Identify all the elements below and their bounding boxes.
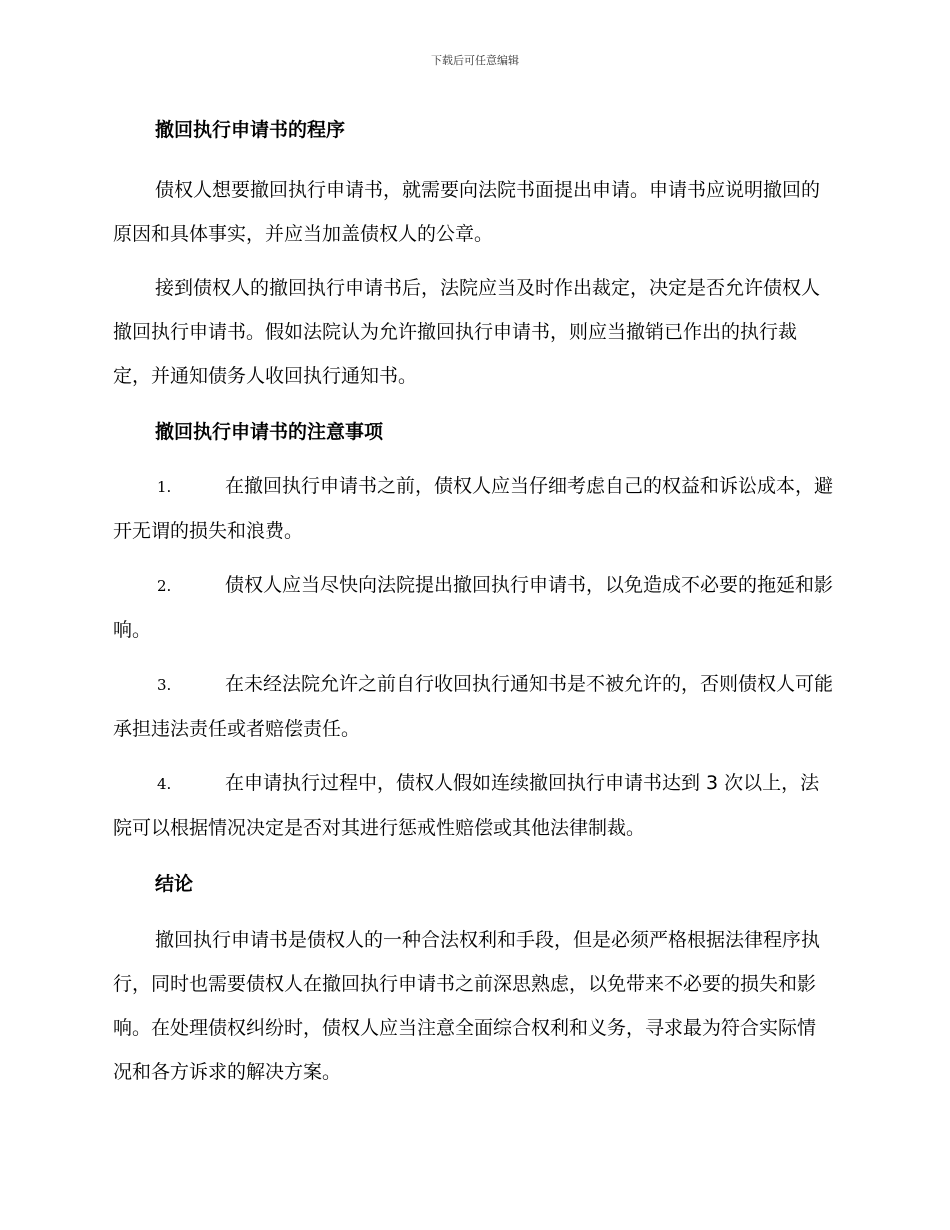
list-item — [113, 761, 833, 850]
list-item — [113, 464, 833, 553]
paragraph: 接到债权人的撤回执行申请书后，法院应当及时作出裁定，决定是否允许债权人撤回执行申请书。假如法院认为允许撤回执行申请书，则应当撤销已作出的执行裁定，并通知债务人收回执行通知书。 — [113, 277, 821, 387]
list-number: 4. — [157, 775, 172, 793]
paragraph: 撤回执行申请书是债权人的一种合法权利和手段，但是必须严格根据法律程序执行，同时也需要债权人在撤回执行申请书之前深思熟虑，以免带来不必要的损失和影响。在处理债权纠纷时，债权人应当注意全面综合权利和义务，寻求最为符合实际情况和各方诉求的解决方案。 — [113, 929, 821, 1083]
section-heading-conclusion: 结论 — [155, 873, 194, 895]
list-item-text: 在撤回执行申请书之前，债权人应当仔细考虑自己的权益和诉讼成本，避开无谓的损失和浪费。 — [113, 475, 834, 542]
list-number: 3. — [157, 676, 172, 694]
list-item-text: 在申请执行过程中，债权人假如连续撤回执行申请书达到 3 次以上，法院可以根据情况决定是否对其进行惩戒性赔偿或其他法律制裁。 — [113, 772, 820, 839]
list-item-text: 债权人应当尽快向法院提出撤回执行申请书，以免造成不必要的拖延和影响。 — [113, 574, 834, 641]
section-heading-procedure: 撤回执行申请书的程序 — [155, 119, 346, 141]
page-header: 下载后可任意编辑 — [431, 54, 519, 67]
list-item-text: 在未经法院允许之前自行收回执行通知书是不被允许的，否则债权人可能承担违法责任或者赔偿责任。 — [113, 673, 834, 740]
document-body — [113, 110, 833, 1094]
list-item — [113, 563, 833, 652]
list-number: 2. — [157, 577, 172, 595]
section-heading-notes: 撤回执行申请书的注意事项 — [155, 421, 384, 443]
list-number: 1. — [157, 478, 172, 496]
paragraph: 债权人想要撤回执行申请书，就需要向法院书面提出申请。申请书应说明撤回的原因和具体事实，并应当加盖债权人的公章。 — [113, 179, 821, 245]
list-item — [113, 662, 833, 751]
